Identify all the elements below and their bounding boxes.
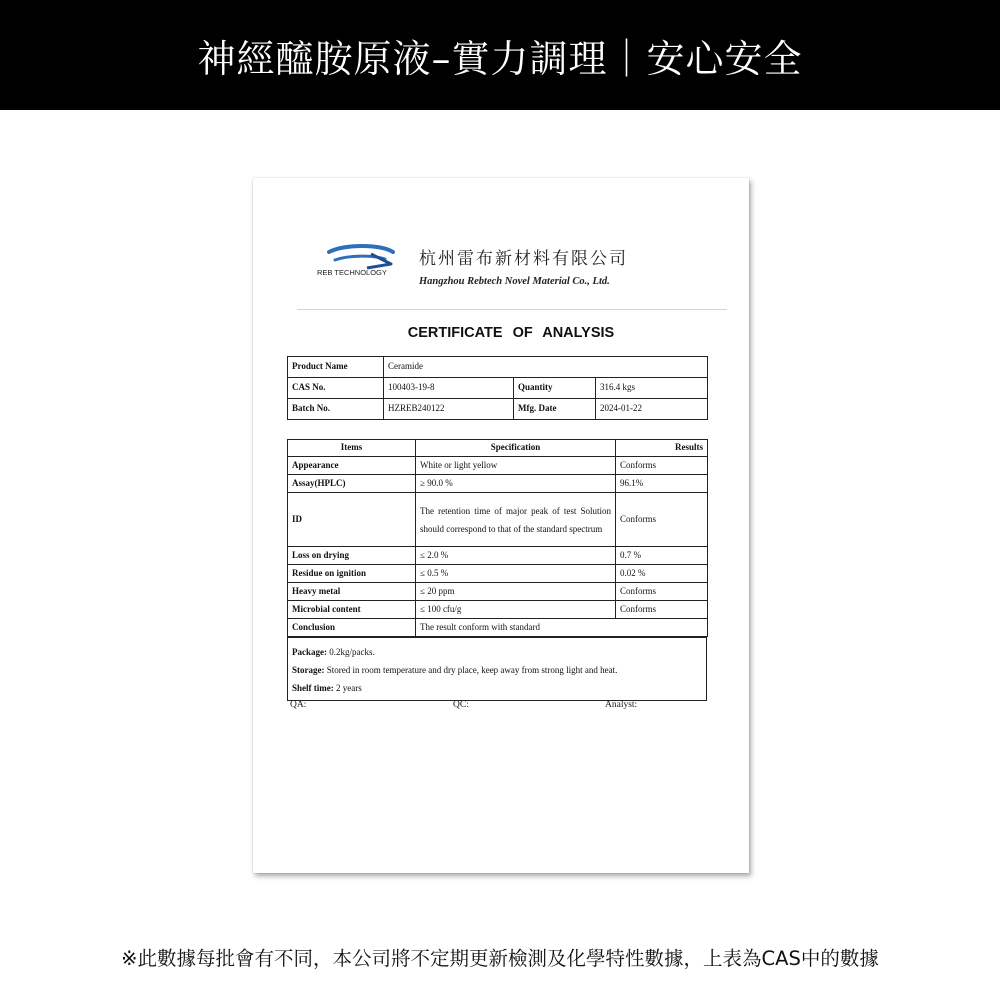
product-name-label: Product Name: [288, 357, 384, 378]
table-header-row: [288, 440, 708, 457]
conclusion-label: Conclusion: [288, 619, 416, 637]
table-row: [288, 457, 708, 475]
column-header-items: Items: [288, 440, 416, 457]
mfg-date-value: 2024-01-22: [596, 399, 708, 420]
logo-wordmark: REB TECHNOLOGY: [317, 268, 387, 277]
notes-box: [287, 637, 707, 701]
column-header-results: Results: [616, 440, 708, 457]
item-cell: Heavy metal: [288, 583, 416, 601]
table-row: [288, 357, 708, 378]
data-disclaimer-footnote: ※此數據每批會有不同，本公司將不定期更新檢測及化學特性數據，上表為CAS中的數據: [121, 947, 879, 970]
shelf-time-label: Shelf time:: [292, 683, 334, 693]
banner-title: 神經醯胺原液–實力調理｜安心安全: [197, 36, 803, 81]
spec-cell: ≥ 90.0 %: [416, 475, 616, 493]
result-cell: 0.02 %: [616, 565, 708, 583]
analysis-table: [287, 439, 708, 637]
spec-cell: ≤ 0.5 %: [416, 565, 616, 583]
product-name-value: Ceramide: [384, 357, 708, 378]
header-banner: [0, 0, 1000, 110]
notes-cell: [288, 638, 707, 701]
table-row: [288, 547, 708, 565]
storage-line: [292, 661, 702, 679]
item-cell: Assay(HPLC): [288, 475, 416, 493]
column-header-specification: Specification: [416, 440, 616, 457]
table-row: [288, 475, 708, 493]
spec-cell: ≤ 100 cfu/g: [416, 601, 616, 619]
batch-value: HZREB240122: [384, 399, 514, 420]
notes-row: [288, 638, 707, 701]
table-row: [288, 399, 708, 420]
table-row: [288, 601, 708, 619]
quantity-label: Quantity: [514, 378, 596, 399]
conclusion-row: [288, 619, 708, 637]
certificate-document: [253, 178, 749, 873]
analyst-signature-label: Analyst:: [605, 700, 638, 710]
package-label: Package:: [292, 647, 327, 657]
company-name-english: Hangzhou Rebtech Novel Material Co., Ltd.: [419, 276, 610, 287]
table-row: [288, 565, 708, 583]
item-cell: Appearance: [288, 457, 416, 475]
item-cell: ID: [288, 493, 416, 547]
result-cell: Conforms: [616, 583, 708, 601]
table-row: [288, 493, 708, 547]
mfg-date-label: Mfg. Date: [514, 399, 596, 420]
spec-cell: The retention time of major peak of test Solution should correspond to that of the standard spectrum: [416, 493, 616, 547]
result-cell: 96.1%: [616, 475, 708, 493]
qa-signature-label: QA:: [290, 700, 307, 710]
company-logo-icon: [315, 244, 407, 280]
conclusion-value: The result conform with standard: [416, 619, 708, 637]
spec-cell: ≤ 20 ppm: [416, 583, 616, 601]
header-divider: [297, 309, 727, 310]
item-cell: Microbial content: [288, 601, 416, 619]
result-cell: Conforms: [616, 493, 708, 547]
cas-value: 100403-19-8: [384, 378, 514, 399]
spec-cell: ≤ 2.0 %: [416, 547, 616, 565]
cas-label: CAS No.: [288, 378, 384, 399]
shelf-time-value: 2 years: [336, 683, 362, 693]
quantity-value: 316.4 kgs: [596, 378, 708, 399]
result-cell: Conforms: [616, 457, 708, 475]
result-cell: Conforms: [616, 601, 708, 619]
item-cell: Residue on ignition: [288, 565, 416, 583]
spec-cell: White or light yellow: [416, 457, 616, 475]
qc-signature-label: QC:: [453, 700, 469, 710]
package-line: [292, 643, 702, 661]
package-value: 0.2kg/packs.: [329, 647, 375, 657]
product-info-table: [287, 356, 708, 420]
item-cell: Loss on drying: [288, 547, 416, 565]
company-name-chinese: 杭州雷布新材料有限公司: [419, 249, 628, 269]
storage-label: Storage:: [292, 665, 325, 675]
storage-value: Stored in room temperature and dry place, keep away from strong light and heat.: [326, 665, 618, 675]
result-cell: 0.7 %: [616, 547, 708, 565]
table-row: [288, 583, 708, 601]
shelf-time-line: [292, 679, 702, 697]
batch-label: Batch No.: [288, 399, 384, 420]
table-row: [288, 378, 708, 399]
certificate-title: CERTIFICATE OF ANALYSIS: [407, 325, 615, 341]
